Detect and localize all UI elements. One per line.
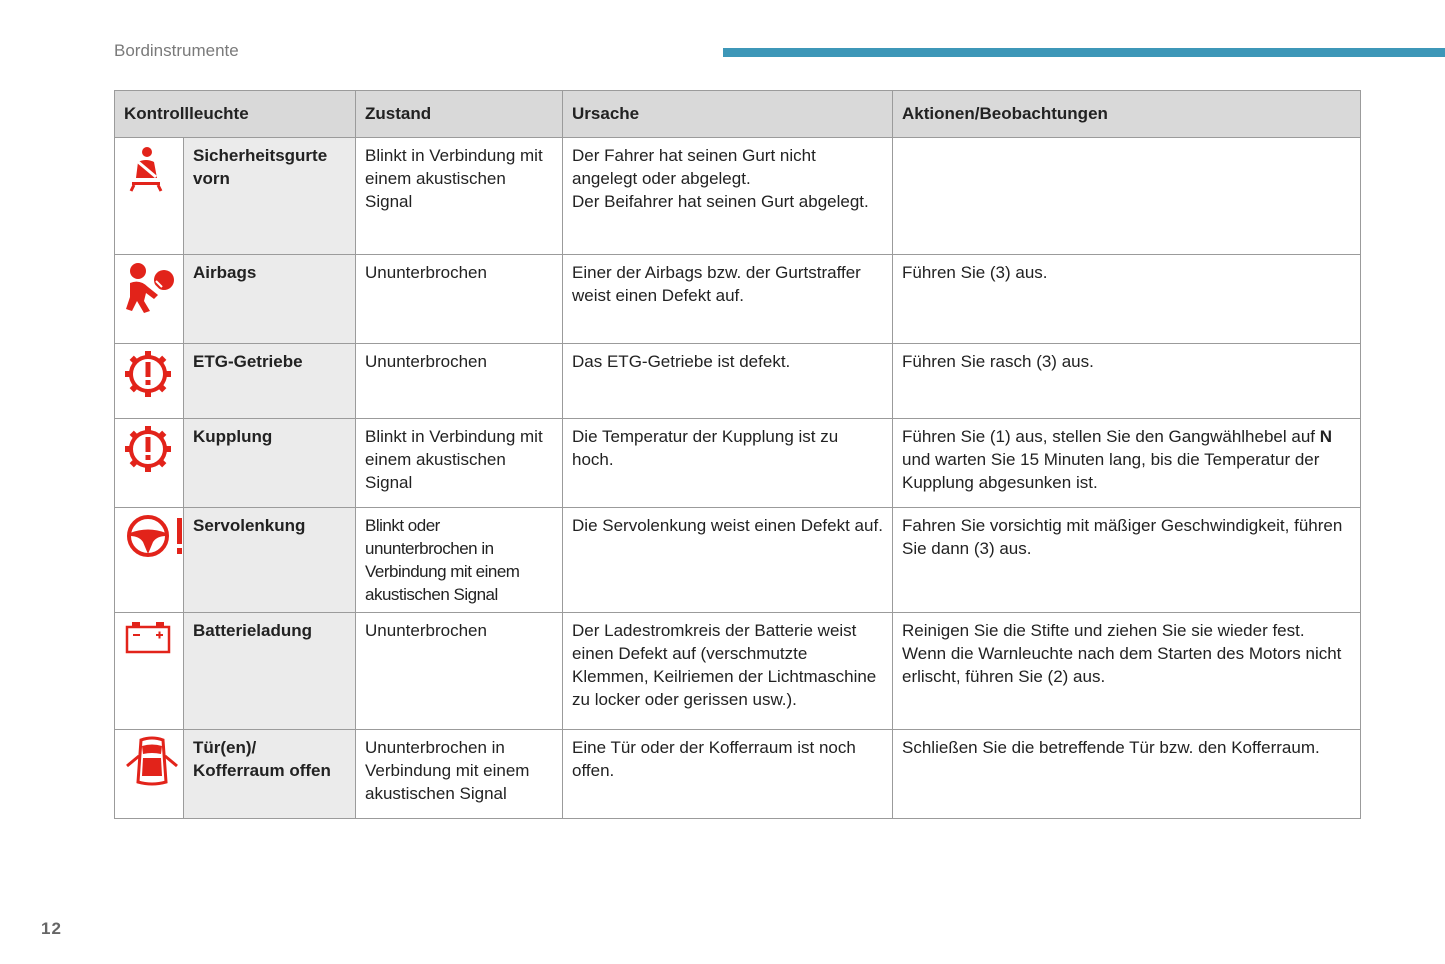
row-aktion: Führen Sie (1) aus, stellen Sie den Gangwählhebel auf N und warten Sie 15 Minuten lang, bis die Temperatur der Kupplung abgesunken ist.	[893, 419, 1361, 508]
gear-warning-icon	[124, 425, 172, 473]
row-aktion: Schließen Sie die betreffende Tür bzw. den Kofferraum.	[893, 730, 1361, 819]
row-aktion	[893, 138, 1361, 255]
seatbelt-icon	[124, 144, 168, 192]
table-header-row	[115, 91, 1361, 138]
table-row	[115, 138, 1361, 255]
row-aktion: Reinigen Sie die Stifte und ziehen Sie sie wieder fest. Wenn die Warnleuchte nach dem Starten des Motors nicht erlischt, führen Sie (2) aus.	[893, 613, 1361, 730]
row-ursache: Eine Tür oder der Kofferraum ist noch offen.	[563, 730, 893, 819]
table-row	[115, 255, 1361, 344]
row-name: Batterieladung	[184, 613, 356, 730]
row-name: Servolenkung	[184, 508, 356, 613]
steering-warning-icon	[124, 514, 186, 558]
row-aktion: Führen Sie rasch (3) aus.	[893, 344, 1361, 419]
row-zustand: Ununterbrochen in Verbindung mit einem akustischen Signal	[356, 730, 563, 819]
ursache-line: Der Fahrer hat seinen Gurt nicht angelegt oder abgelegt.	[572, 146, 816, 188]
row-ursache: Der Ladestromkreis der Batterie weist einen Defekt auf (verschmutzte Klemmen, Keilriemen der Lichtmaschine zu locker oder gerissen usw.).	[563, 613, 893, 730]
row-zustand: Blinkt in Verbindung mit einem akustischen Signal	[356, 419, 563, 508]
door-open-icon	[124, 736, 180, 788]
row-zustand: Blinkt in Verbindung mit einem akustischen Signal	[356, 138, 563, 255]
row-ursache	[563, 138, 893, 255]
table-row	[115, 613, 1361, 730]
row-zustand: Ununterbrochen	[356, 344, 563, 419]
row-name: Kupplung	[184, 419, 356, 508]
airbag-icon	[124, 261, 178, 313]
row-zustand: Blinkt oder ununterbrochen in Verbindung mit einem akustischen Signal	[356, 508, 563, 613]
row-ursache: Die Servolenkung weist einen Defekt auf.	[563, 508, 893, 613]
row-ursache: Einer der Airbags bzw. der Gurtstraffer weist einen Defekt auf.	[563, 255, 893, 344]
header-accent-bar	[723, 48, 1445, 57]
section-title: Bordinstrumente	[114, 41, 239, 60]
row-name: Airbags	[184, 255, 356, 344]
column-header-zustand: Zustand	[356, 91, 563, 138]
battery-icon	[124, 619, 172, 655]
table-row	[115, 508, 1361, 613]
row-zustand: Ununterbrochen	[356, 613, 563, 730]
table-row	[115, 419, 1361, 508]
row-name: ETG-Getriebe	[184, 344, 356, 419]
row-ursache: Das ETG-Getriebe ist defekt.	[563, 344, 893, 419]
row-aktion: Führen Sie (3) aus.	[893, 255, 1361, 344]
table-row	[115, 730, 1361, 819]
row-name: Tür(en)/ Kofferraum offen	[184, 730, 356, 819]
warning-lights-table	[114, 90, 1361, 819]
table-row	[115, 344, 1361, 419]
page-number: 12	[41, 919, 62, 938]
column-header-aktionen: Aktionen/Beobachtungen	[893, 91, 1361, 138]
row-ursache: Die Temperatur der Kupplung ist zu hoch.	[563, 419, 893, 508]
ursache-line: Der Beifahrer hat seinen Gurt abgelegt.	[572, 192, 869, 211]
row-aktion: Fahren Sie vorsichtig mit mäßiger Geschwindigkeit, führen Sie dann (3) aus.	[893, 508, 1361, 613]
row-zustand: Ununterbrochen	[356, 255, 563, 344]
column-header-ursache: Ursache	[563, 91, 893, 138]
row-name: Sicherheitsgurte vorn	[184, 138, 356, 255]
column-header-kontrollleuchte: Kontrollleuchte	[115, 91, 356, 138]
gear-warning-icon	[124, 350, 172, 398]
